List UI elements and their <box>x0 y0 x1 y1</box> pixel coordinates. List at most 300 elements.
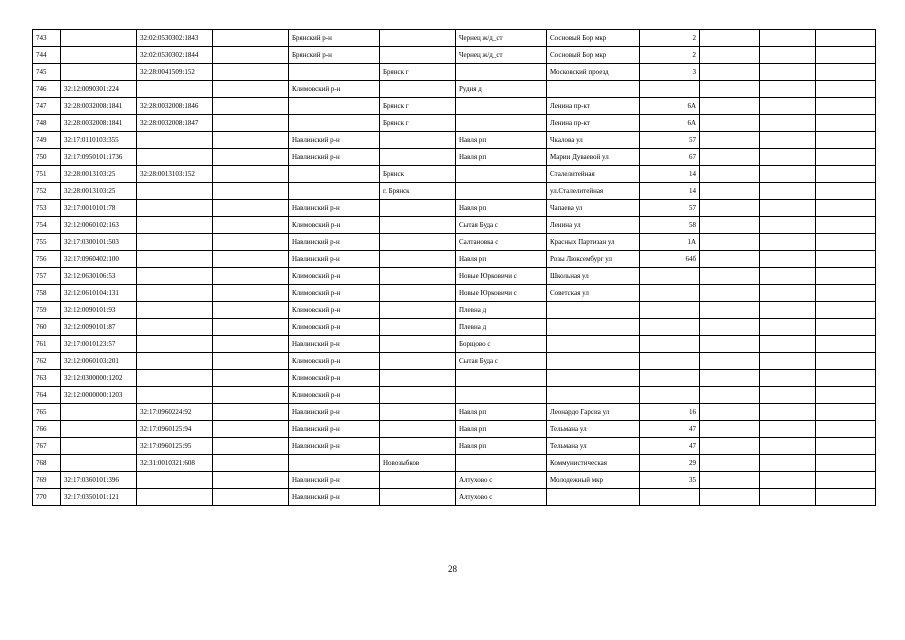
settlement-cell: Навля рп <box>456 149 547 166</box>
table-row <box>33 285 876 302</box>
extra-field-cell <box>213 421 289 438</box>
cadastral-number-cell: 32:17:0960402:100 <box>61 251 137 268</box>
table-row <box>33 455 876 472</box>
row-number-cell: 766 <box>33 421 61 438</box>
house-number-cell: 6А <box>640 98 700 115</box>
district-cell: Навлинский р-н <box>289 200 380 217</box>
street-cell: Сосновый Бор мкр <box>547 30 640 47</box>
blank-col-1-cell <box>700 455 760 472</box>
cadastral-number-cell: 32:17:0950101:1736 <box>61 149 137 166</box>
blank-col-1-cell <box>700 438 760 455</box>
blank-col-3-cell <box>816 81 876 98</box>
city-cell <box>380 353 456 370</box>
district-cell: Климовский р-н <box>289 268 380 285</box>
cadastral-number-cell: 32:12:0090101:93 <box>61 302 137 319</box>
blank-col-3-cell <box>816 64 876 81</box>
city-cell <box>380 438 456 455</box>
cadastral-number-2-cell <box>137 472 213 489</box>
blank-col-3-cell <box>816 455 876 472</box>
district-cell: Климовский р-н <box>289 302 380 319</box>
row-number-cell: 749 <box>33 132 61 149</box>
cadastral-number-2-cell: 32:31:0010321:608 <box>137 455 213 472</box>
cadastral-number-cell: 32:17:0300101:503 <box>61 234 137 251</box>
street-cell: Московский проезд <box>547 64 640 81</box>
district-cell: Навлинский р-н <box>289 404 380 421</box>
settlement-cell <box>456 183 547 200</box>
extra-field-cell <box>213 251 289 268</box>
blank-col-3-cell <box>816 234 876 251</box>
row-number-cell: 752 <box>33 183 61 200</box>
row-number-cell: 747 <box>33 98 61 115</box>
extra-field-cell <box>213 64 289 81</box>
district-cell: Брянский р-н <box>289 30 380 47</box>
table-row <box>33 81 876 98</box>
row-number-cell: 754 <box>33 217 61 234</box>
cadastral-number-cell <box>61 47 137 64</box>
table-row <box>33 387 876 404</box>
blank-col-1-cell <box>700 387 760 404</box>
blank-col-3-cell <box>816 268 876 285</box>
blank-col-2-cell <box>760 64 816 81</box>
house-number-cell <box>640 353 700 370</box>
street-cell: Ленина ул <box>547 217 640 234</box>
blank-col-3-cell <box>816 387 876 404</box>
row-number-cell: 746 <box>33 81 61 98</box>
row-number-cell: 758 <box>33 285 61 302</box>
blank-col-2-cell <box>760 251 816 268</box>
cadastral-number-2-cell: 32:28:0013103:152 <box>137 166 213 183</box>
blank-col-2-cell <box>760 472 816 489</box>
district-cell: Навлинский р-н <box>289 149 380 166</box>
extra-field-cell <box>213 387 289 404</box>
table-row <box>33 166 876 183</box>
blank-col-1-cell <box>700 251 760 268</box>
blank-col-3-cell <box>816 200 876 217</box>
blank-col-2-cell <box>760 302 816 319</box>
district-cell: Климовский р-н <box>289 81 380 98</box>
cadastral-number-2-cell: 32:17:0960125:95 <box>137 438 213 455</box>
house-number-cell: 1А <box>640 234 700 251</box>
settlement-cell: Сытая Буда с <box>456 353 547 370</box>
cadastral-number-cell: 32:17:0350101:121 <box>61 489 137 506</box>
city-cell <box>380 47 456 64</box>
district-cell <box>289 166 380 183</box>
district-cell: Климовский р-н <box>289 285 380 302</box>
blank-col-1-cell <box>700 421 760 438</box>
city-cell <box>380 472 456 489</box>
blank-col-2-cell <box>760 387 816 404</box>
cadastral-number-2-cell <box>137 387 213 404</box>
cadastral-number-cell <box>61 64 137 81</box>
row-number-cell: 743 <box>33 30 61 47</box>
house-number-cell: 47 <box>640 438 700 455</box>
extra-field-cell <box>213 370 289 387</box>
house-number-cell: 58 <box>640 217 700 234</box>
extra-field-cell <box>213 285 289 302</box>
city-cell <box>380 370 456 387</box>
district-cell: Навлинский р-н <box>289 251 380 268</box>
blank-col-2-cell <box>760 285 816 302</box>
street-cell: Леонардо Гарсиа ул <box>547 404 640 421</box>
table-row <box>33 47 876 64</box>
cadastral-number-2-cell <box>137 217 213 234</box>
house-number-cell <box>640 319 700 336</box>
table-row <box>33 234 876 251</box>
cadastral-number-cell: 32:17:0360101:396 <box>61 472 137 489</box>
table-row <box>33 200 876 217</box>
district-cell <box>289 115 380 132</box>
blank-col-1-cell <box>700 81 760 98</box>
cadastral-number-cell: 32:28:0013103:25 <box>61 166 137 183</box>
extra-field-cell <box>213 319 289 336</box>
district-cell: Климовский р-н <box>289 370 380 387</box>
blank-col-2-cell <box>760 319 816 336</box>
settlement-cell: Рудня д <box>456 81 547 98</box>
settlement-cell <box>456 115 547 132</box>
extra-field-cell <box>213 200 289 217</box>
house-number-cell: 14 <box>640 183 700 200</box>
extra-field-cell <box>213 489 289 506</box>
table-row <box>33 268 876 285</box>
extra-field-cell <box>213 98 289 115</box>
row-number-cell: 744 <box>33 47 61 64</box>
row-number-cell: 756 <box>33 251 61 268</box>
cadastral-number-2-cell <box>137 302 213 319</box>
city-cell <box>380 302 456 319</box>
blank-col-1-cell <box>700 472 760 489</box>
settlement-cell: Борщово с <box>456 336 547 353</box>
settlement-cell: Навля рп <box>456 421 547 438</box>
extra-field-cell <box>213 472 289 489</box>
blank-col-2-cell <box>760 234 816 251</box>
cadastral-number-2-cell <box>137 319 213 336</box>
table-row <box>33 336 876 353</box>
house-number-cell <box>640 387 700 404</box>
city-cell <box>380 387 456 404</box>
street-cell: Советская ул <box>547 285 640 302</box>
cadastral-number-cell: 32:12:0610104:131 <box>61 285 137 302</box>
blank-col-3-cell <box>816 370 876 387</box>
blank-col-2-cell <box>760 81 816 98</box>
cadastral-number-2-cell <box>137 183 213 200</box>
district-cell <box>289 183 380 200</box>
cadastral-number-cell: 32:12:0060103:201 <box>61 353 137 370</box>
blank-col-3-cell <box>816 166 876 183</box>
district-cell: Климовский р-н <box>289 353 380 370</box>
extra-field-cell <box>213 438 289 455</box>
cadastral-number-cell <box>61 421 137 438</box>
cadastral-number-cell: 32:12:0090101:87 <box>61 319 137 336</box>
city-cell <box>380 336 456 353</box>
cadastral-number-2-cell <box>137 489 213 506</box>
street-cell <box>547 81 640 98</box>
blank-col-3-cell <box>816 319 876 336</box>
blank-col-3-cell <box>816 285 876 302</box>
blank-col-3-cell <box>816 336 876 353</box>
house-number-cell <box>640 489 700 506</box>
extra-field-cell <box>213 30 289 47</box>
blank-col-2-cell <box>760 115 816 132</box>
house-number-cell: 57 <box>640 132 700 149</box>
city-cell <box>380 251 456 268</box>
cadastral-number-cell: 32:12:0090301:224 <box>61 81 137 98</box>
cadastral-number-2-cell <box>137 268 213 285</box>
settlement-cell: Салтановка с <box>456 234 547 251</box>
city-cell <box>380 132 456 149</box>
house-number-cell: 16 <box>640 404 700 421</box>
district-cell: Навлинский р-н <box>289 336 380 353</box>
house-number-cell <box>640 268 700 285</box>
extra-field-cell <box>213 268 289 285</box>
blank-col-3-cell <box>816 183 876 200</box>
blank-col-3-cell <box>816 353 876 370</box>
district-cell: Навлинский р-н <box>289 438 380 455</box>
district-cell: Навлинский р-н <box>289 234 380 251</box>
cadastral-number-2-cell: 32:28:0041509:152 <box>137 64 213 81</box>
blank-col-3-cell <box>816 47 876 64</box>
settlement-cell <box>456 166 547 183</box>
table-row <box>33 421 876 438</box>
table-row <box>33 217 876 234</box>
blank-col-2-cell <box>760 268 816 285</box>
cadastral-number-2-cell: 32:28:0032008:1846 <box>137 98 213 115</box>
blank-col-3-cell <box>816 302 876 319</box>
settlement-cell: Навля рп <box>456 438 547 455</box>
extra-field-cell <box>213 234 289 251</box>
settlement-cell <box>456 370 547 387</box>
street-cell: Сталелитейная <box>547 166 640 183</box>
house-number-cell: 47 <box>640 421 700 438</box>
cadastral-number-2-cell <box>137 336 213 353</box>
blank-col-1-cell <box>700 234 760 251</box>
cadastral-number-2-cell <box>137 234 213 251</box>
city-cell <box>380 489 456 506</box>
table-row <box>33 64 876 81</box>
house-number-cell <box>640 81 700 98</box>
extra-field-cell <box>213 149 289 166</box>
blank-col-1-cell <box>700 268 760 285</box>
blank-col-3-cell <box>816 98 876 115</box>
cadastral-number-cell: 32:28:0032008:1841 <box>61 98 137 115</box>
settlement-cell: Плевна д <box>456 319 547 336</box>
blank-col-1-cell <box>700 115 760 132</box>
settlement-cell <box>456 98 547 115</box>
table-row <box>33 319 876 336</box>
blank-col-2-cell <box>760 455 816 472</box>
house-number-cell: 64б <box>640 251 700 268</box>
settlement-cell: Чернец ж/д_ст <box>456 30 547 47</box>
table-row <box>33 149 876 166</box>
district-cell <box>289 64 380 81</box>
city-cell <box>380 234 456 251</box>
cadastral-number-cell: 32:17:0110103:355 <box>61 132 137 149</box>
row-number-cell: 755 <box>33 234 61 251</box>
cadastral-number-2-cell <box>137 81 213 98</box>
row-number-cell: 759 <box>33 302 61 319</box>
blank-col-2-cell <box>760 200 816 217</box>
cadastral-number-2-cell: 32:28:0032008:1847 <box>137 115 213 132</box>
cadastral-number-cell <box>61 455 137 472</box>
settlement-cell: Алтухово с <box>456 489 547 506</box>
table-body <box>33 30 876 506</box>
blank-col-3-cell <box>816 404 876 421</box>
blank-col-2-cell <box>760 370 816 387</box>
city-cell: Новозыбков <box>380 455 456 472</box>
row-number-cell: 761 <box>33 336 61 353</box>
street-cell: Ленина пр-кт <box>547 98 640 115</box>
cadastral-number-2-cell <box>137 251 213 268</box>
blank-col-2-cell <box>760 47 816 64</box>
city-cell <box>380 81 456 98</box>
city-cell <box>380 30 456 47</box>
blank-col-3-cell <box>816 115 876 132</box>
blank-col-1-cell <box>700 64 760 81</box>
city-cell: Брянск <box>380 166 456 183</box>
extra-field-cell <box>213 81 289 98</box>
table-row <box>33 98 876 115</box>
house-number-cell: 2 <box>640 47 700 64</box>
settlement-cell: Навля рп <box>456 132 547 149</box>
district-cell: Навлинский р-н <box>289 421 380 438</box>
cadastral-number-2-cell <box>137 353 213 370</box>
blank-col-3-cell <box>816 149 876 166</box>
blank-col-1-cell <box>700 370 760 387</box>
street-cell <box>547 489 640 506</box>
extra-field-cell <box>213 166 289 183</box>
table-row <box>33 30 876 47</box>
row-number-cell: 763 <box>33 370 61 387</box>
settlement-cell <box>456 387 547 404</box>
blank-col-1-cell <box>700 319 760 336</box>
table-row <box>33 370 876 387</box>
cadastral-number-2-cell: 32:17:0960224:92 <box>137 404 213 421</box>
settlement-cell <box>456 64 547 81</box>
street-cell: Школьная ул <box>547 268 640 285</box>
settlement-cell: Чернец ж/д_ст <box>456 47 547 64</box>
cadastral-number-cell: 32:17:0010123:57 <box>61 336 137 353</box>
street-cell: Красных Партизан ул <box>547 234 640 251</box>
table-row <box>33 183 876 200</box>
cadastral-number-2-cell: 32:02:0530302:1844 <box>137 47 213 64</box>
cadastral-number-cell: 32:12:0000000:1203 <box>61 387 137 404</box>
blank-col-1-cell <box>700 217 760 234</box>
extra-field-cell <box>213 336 289 353</box>
extra-field-cell <box>213 404 289 421</box>
row-number-cell: 762 <box>33 353 61 370</box>
blank-col-1-cell <box>700 30 760 47</box>
settlement-cell: Навля рп <box>456 404 547 421</box>
row-number-cell: 768 <box>33 455 61 472</box>
row-number-cell: 750 <box>33 149 61 166</box>
settlement-cell: Новые Юрковичи с <box>456 285 547 302</box>
row-number-cell: 753 <box>33 200 61 217</box>
cadastral-number-cell: 32:12:0630106:53 <box>61 268 137 285</box>
blank-col-2-cell <box>760 336 816 353</box>
settlement-cell: Навля рп <box>456 251 547 268</box>
table-row <box>33 438 876 455</box>
blank-col-2-cell <box>760 404 816 421</box>
blank-col-1-cell <box>700 200 760 217</box>
house-number-cell <box>640 370 700 387</box>
district-cell <box>289 455 380 472</box>
house-number-cell: 3 <box>640 64 700 81</box>
city-cell <box>380 149 456 166</box>
cadastral-number-cell: 32:12:0060102:163 <box>61 217 137 234</box>
blank-col-2-cell <box>760 98 816 115</box>
settlement-cell: Сытая Буда с <box>456 217 547 234</box>
house-number-cell: 2 <box>640 30 700 47</box>
city-cell <box>380 200 456 217</box>
blank-col-2-cell <box>760 30 816 47</box>
cadastral-number-2-cell <box>137 132 213 149</box>
row-number-cell: 767 <box>33 438 61 455</box>
blank-col-1-cell <box>700 149 760 166</box>
street-cell <box>547 353 640 370</box>
house-number-cell: 67 <box>640 149 700 166</box>
table-row <box>33 115 876 132</box>
blank-col-1-cell <box>700 132 760 149</box>
house-number-cell: 57 <box>640 200 700 217</box>
row-number-cell: 760 <box>33 319 61 336</box>
blank-col-1-cell <box>700 285 760 302</box>
cadastral-number-cell <box>61 30 137 47</box>
city-cell: г. Брянск <box>380 183 456 200</box>
blank-col-2-cell <box>760 132 816 149</box>
cadastral-number-cell <box>61 404 137 421</box>
house-number-cell <box>640 336 700 353</box>
street-cell: Тельмана ул <box>547 421 640 438</box>
table-row <box>33 353 876 370</box>
blank-col-1-cell <box>700 166 760 183</box>
row-number-cell: 745 <box>33 64 61 81</box>
row-number-cell: 748 <box>33 115 61 132</box>
city-cell <box>380 421 456 438</box>
city-cell <box>380 268 456 285</box>
blank-col-3-cell <box>816 421 876 438</box>
district-cell: Климовский р-н <box>289 387 380 404</box>
house-number-cell <box>640 302 700 319</box>
city-cell: Брянск г <box>380 98 456 115</box>
blank-col-3-cell <box>816 438 876 455</box>
blank-col-2-cell <box>760 217 816 234</box>
house-number-cell: 14 <box>640 166 700 183</box>
street-cell: Коммунистическая <box>547 455 640 472</box>
blank-col-3-cell <box>816 30 876 47</box>
blank-col-1-cell <box>700 489 760 506</box>
settlement-cell: Навля рп <box>456 200 547 217</box>
street-cell <box>547 336 640 353</box>
blank-col-1-cell <box>700 404 760 421</box>
settlement-cell <box>456 455 547 472</box>
blank-col-2-cell <box>760 421 816 438</box>
registry-table <box>32 29 876 506</box>
blank-col-2-cell <box>760 438 816 455</box>
extra-field-cell <box>213 47 289 64</box>
street-cell: Розы Люксембург ул <box>547 251 640 268</box>
blank-col-2-cell <box>760 489 816 506</box>
blank-col-2-cell <box>760 353 816 370</box>
blank-col-2-cell <box>760 183 816 200</box>
street-cell <box>547 319 640 336</box>
cadastral-number-2-cell <box>137 200 213 217</box>
table-row <box>33 489 876 506</box>
row-number-cell: 757 <box>33 268 61 285</box>
row-number-cell: 764 <box>33 387 61 404</box>
district-cell: Навлинский р-н <box>289 132 380 149</box>
blank-col-3-cell <box>816 217 876 234</box>
extra-field-cell <box>213 183 289 200</box>
district-cell: Навлинский р-н <box>289 489 380 506</box>
